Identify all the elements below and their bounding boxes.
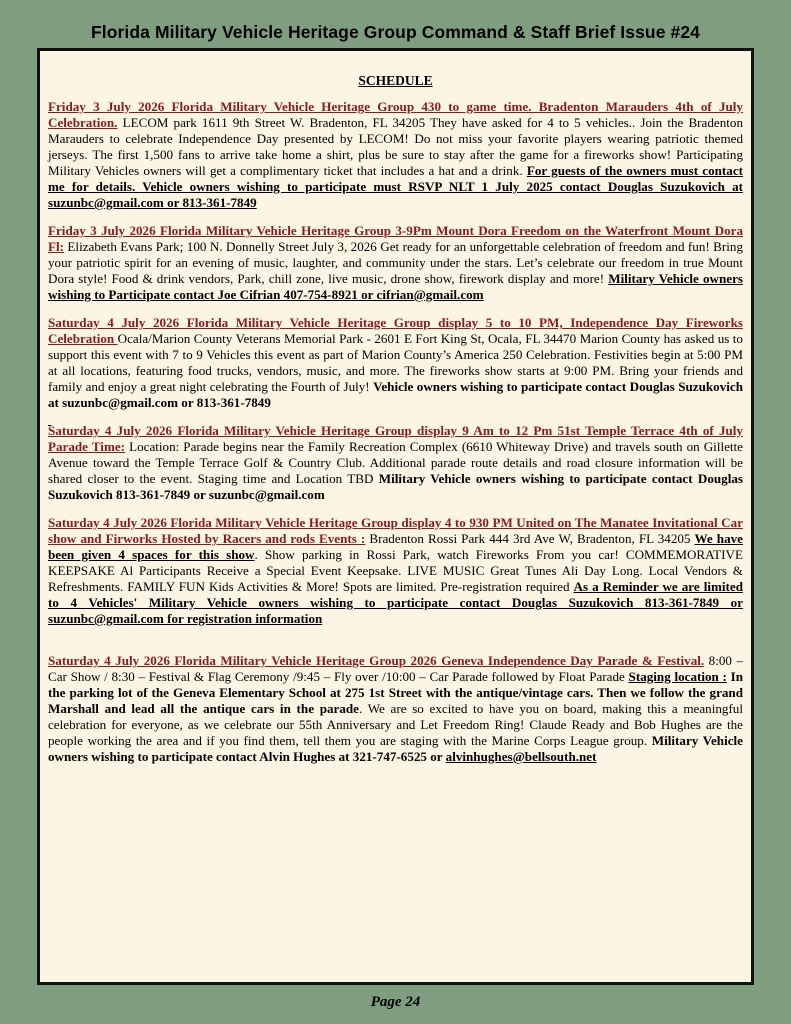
event-body: . Show parking in Rossi Park, watch Fireworks From you car! COMMEMORATIVE KEEPSAKE Al Participants Receive a Special Event Keepsake. LIVE MUSIC Great Tunes Ali Day Long. Local Vendors & Refreshments. FAMILY FUN Kids Activities & More! Spots are limited. Pre-registration required [48, 547, 743, 594]
event-staging-text: In the parking lot of the Geneva Elementary School at 275 1st Street with the antique/vintage cars. Then we follow the grand Marshall and lead all the antique cars in the parade [48, 669, 743, 716]
event-contact: Military Vehicle owners wishing to Participate contact Joe Cifrian 407-754-8921 or cifrian@gmail.com [48, 271, 743, 302]
event-headline: Friday 3 July 2026 Florida Military Vehicle Heritage Group 3-9Pm Mount Dora Freedom on the Waterfront Mount Dora Fl: [48, 223, 743, 254]
event-headline: Saturday 4 July 2026 Florida Military Vehicle Heritage Group display 5 to 10 PM, Independence Day Fireworks Celebration [48, 315, 743, 346]
event-contact: Military Vehicle owners wishing to participate contact Alvin Hughes at 321-747-6525 or [48, 733, 743, 764]
event-body: Bradenton Rossi Park 444 3rd Ave W, Bradenton, FL 34205 [365, 531, 695, 546]
schedule-title: SCHEDULE [358, 73, 433, 88]
event-body: . We are so excited to have you on board, making this a meaningful celebration for everyone, as we celebrate our 55th Anniversary and Let Freedom Ring! Claude Ready and Bob Hughes are the people working the area and if you find them, tell them you are staging with the Marine Corps League group. [48, 701, 743, 748]
event-item-5 [48, 515, 743, 627]
event-headline: Saturday 4 July 2026 Florida Military Vehicle Heritage Group display 4 to 930 PM United on The Manatee Invitational Car show and Firworks Hosted by Racers and rods Events : [48, 515, 743, 546]
event-body: Ocala/Marion County Veterans Memorial Park - 2601 E Fort King St, Ocala, FL 34470 Marion County has asked us to support this event with 7 to 9 Vehicles this event as part of Marion County’s America 250 Celebration. Festivities begin at 5:00 PM at all locations, featuring food trucks, vendors, music, and more. The fireworks show starts at 9:00 PM. Bring your friends and family and enjoy a great night celebrating the Fourth of July! [48, 331, 743, 394]
event-staging-label: Staging location : [628, 669, 727, 684]
event-body: Elizabeth Evans Park; 100 N. Donnelly Street July 3, 2026 Get ready for an unforgettable celebration of freedom and fun! Bring your patriotic spirit for an evening of music, laughter, and community under the stars. Let’s celebrate our freedom in true Mount Dora style! Food & drink vendors, Park, chill zone, live music, drone show, firework display and more! [48, 239, 743, 286]
event-contact: Military Vehicle owners wishing to participate contact Douglas Suzukovich 813-361-7849 or suzunbc@gmail.com for registration information [48, 595, 744, 626]
event-email-link[interactable]: alvinhughes@bellsouth.net [445, 749, 597, 764]
schedule-panel [37, 48, 754, 985]
event-body: LECOM park 1611 9th Street W. Bradenton, FL 34205 They have asked for 4 to 5 vehicles.. Join the Bradenton Marauders to celebrate Independence Day presented by LECOM! Do not miss your favorite players wearing patriotic themed jerseys. The first 1,500 fans to arrive take home a shirt, plus be sure to stay after the game for a fireworks show! Participating Military Vehicles owners will get a complimentary ticket that includes a hat and a drink. [48, 115, 743, 178]
event-note: As a Reminder we are limited to 4 Vehicles' [48, 579, 743, 610]
event-body: Location: Parade begins near the Family Recreation Complex (6610 Whiteway Drive) and travels south on Gillette Avenue toward the Temple Terrace Golf & Country Club. Additional parade route details and road closure information will be shared closer to the event. Staging time and Location TBD [48, 439, 743, 486]
event-contact: For guests of the owners must contact me for details. Vehicle owners wishing to participate must RSVP NLT 1 July 2025 contact Douglas Suzukovich at suzunbc@gmail.com or 813-361-7849 [48, 163, 744, 210]
event-item-4 [48, 423, 743, 503]
event-item-6 [48, 653, 743, 765]
newsletter-header-title: Florida Military Vehicle Heritage Group Command & Staff Brief Issue #24 [90, 22, 701, 42]
event-contact: Military Vehicle owners wishing to participate contact Douglas Suzukovich 813-361-7849 or suzunbc@gmail.com [48, 471, 743, 502]
event-headline: Saturday 4 July 2026 Florida Military Vehicle Heritage Group display 9 Am to 12 Pm 51st Temple Terrace 4th of July Parade Time: [48, 423, 743, 454]
event-item-3 [48, 315, 743, 411]
event-body: 8:00 – Car Show / 8:30 – Festival & Flag Ceremony /9:45 – Fly over /10:00 – Car Parade followed by Float Parade [48, 653, 743, 684]
event-headline: Saturday 4 July 2026 Florida Military Vehicle Heritage Group 2026 Geneva Independence Day Parade & Festival. [48, 653, 705, 668]
event-item-1 [48, 99, 743, 211]
event-item-2 [48, 223, 743, 303]
event-note: We have been given 4 spaces for this show [48, 531, 743, 562]
event-headline: Friday 3 July 2026 Florida Military Vehicle Heritage Group 430 to game time. Bradenton Marauders 4th of July Celebration. [48, 99, 743, 130]
event-contact: Vehicle owners wishing to participate contact Douglas Suzukovich at suzunbc@gmail.com or 813-361-7849 [48, 379, 743, 410]
page-number: Page 24 [370, 994, 421, 1010]
